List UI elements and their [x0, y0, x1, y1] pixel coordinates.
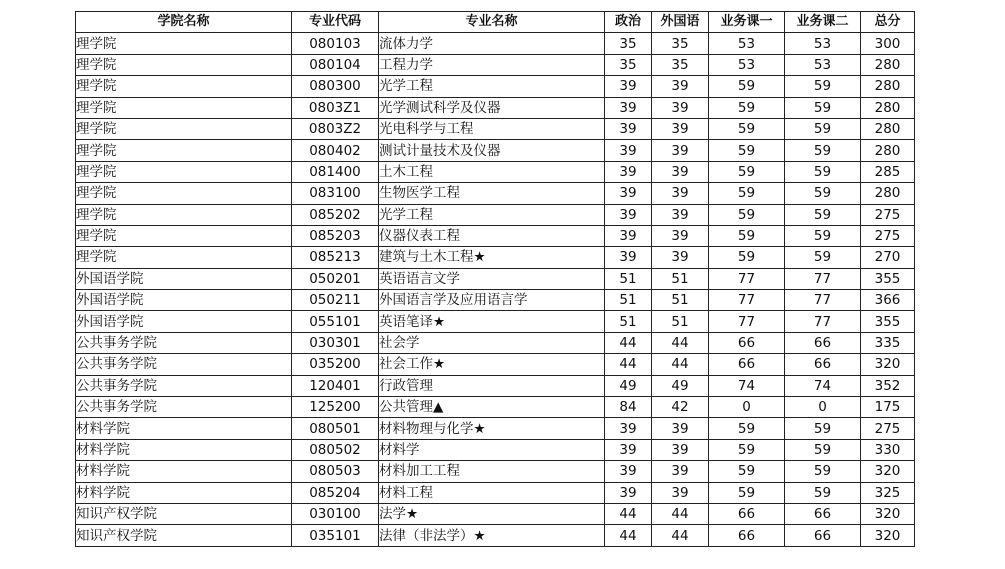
cell-total: 275	[861, 225, 915, 246]
cell-major: 材料工程	[379, 482, 605, 503]
cell-school: 理学院	[76, 118, 292, 139]
cell-politics: 39	[605, 76, 652, 97]
cell-code: 035200	[292, 354, 379, 375]
cell-total: 330	[861, 439, 915, 460]
cell-course-one: 59	[709, 418, 785, 439]
cell-code: 085203	[292, 225, 379, 246]
cell-course-two: 53	[785, 33, 861, 54]
cell-school: 理学院	[76, 33, 292, 54]
cell-major: 英语笔译★	[379, 311, 605, 332]
cell-school: 理学院	[76, 247, 292, 268]
cell-politics: 44	[605, 525, 652, 546]
cell-code: 0803Z2	[292, 118, 379, 139]
table-row	[76, 439, 915, 460]
table-header	[76, 12, 915, 33]
cell-total: 300	[861, 33, 915, 54]
cell-major: 仪器仪表工程	[379, 225, 605, 246]
cell-major: 英语语言文学	[379, 268, 605, 289]
cell-total: 175	[861, 397, 915, 418]
cell-course-one: 59	[709, 140, 785, 161]
cell-course-one: 59	[709, 225, 785, 246]
cell-foreign-language: 39	[652, 225, 709, 246]
cell-course-two: 59	[785, 439, 861, 460]
table-row	[76, 76, 915, 97]
cell-course-two: 59	[785, 140, 861, 161]
cell-course-one: 59	[709, 461, 785, 482]
table-row	[76, 97, 915, 118]
cell-school: 公共事务学院	[76, 375, 292, 396]
cell-politics: 51	[605, 311, 652, 332]
table-row	[76, 461, 915, 482]
cell-major: 土木工程	[379, 161, 605, 182]
cell-politics: 39	[605, 225, 652, 246]
cell-foreign-language: 51	[652, 311, 709, 332]
cell-course-one: 74	[709, 375, 785, 396]
cell-politics: 39	[605, 482, 652, 503]
cell-course-two: 59	[785, 204, 861, 225]
cell-course-one: 59	[709, 247, 785, 268]
cell-politics: 44	[605, 332, 652, 353]
header-code: 专业代码	[292, 12, 379, 33]
header-politics: 政治	[605, 12, 652, 33]
cell-total: 285	[861, 161, 915, 182]
cell-school: 理学院	[76, 225, 292, 246]
cell-foreign-language: 35	[652, 33, 709, 54]
cell-course-one: 53	[709, 54, 785, 75]
cell-total: 275	[861, 418, 915, 439]
cell-course-two: 0	[785, 397, 861, 418]
cell-total: 320	[861, 525, 915, 546]
cell-total: 280	[861, 140, 915, 161]
cell-school: 理学院	[76, 183, 292, 204]
cell-school: 材料学院	[76, 461, 292, 482]
cell-code: 083100	[292, 183, 379, 204]
cell-total: 320	[861, 354, 915, 375]
cell-school: 材料学院	[76, 482, 292, 503]
table-row	[76, 525, 915, 546]
cell-foreign-language: 39	[652, 461, 709, 482]
cell-course-two: 66	[785, 525, 861, 546]
cell-course-two: 66	[785, 503, 861, 524]
cell-code: 085213	[292, 247, 379, 268]
table-row	[76, 204, 915, 225]
cell-course-two: 77	[785, 311, 861, 332]
cell-major: 工程力学	[379, 54, 605, 75]
cell-foreign-language: 39	[652, 76, 709, 97]
cell-politics: 39	[605, 97, 652, 118]
table-row	[76, 33, 915, 54]
cell-foreign-language: 49	[652, 375, 709, 396]
cell-total: 275	[861, 204, 915, 225]
table-row	[76, 311, 915, 332]
cell-course-one: 66	[709, 525, 785, 546]
cell-politics: 51	[605, 290, 652, 311]
cell-course-two: 59	[785, 76, 861, 97]
cell-code: 050211	[292, 290, 379, 311]
cell-course-two: 74	[785, 375, 861, 396]
cell-course-one: 66	[709, 354, 785, 375]
cell-code: 080103	[292, 33, 379, 54]
cell-code: 030100	[292, 503, 379, 524]
cell-code: 081400	[292, 161, 379, 182]
cell-total: 280	[861, 183, 915, 204]
cell-politics: 39	[605, 161, 652, 182]
header-foreign-language: 外国语	[652, 12, 709, 33]
cell-total: 366	[861, 290, 915, 311]
table-row	[76, 54, 915, 75]
cell-foreign-language: 44	[652, 525, 709, 546]
cell-major: 法律（非法学）★	[379, 525, 605, 546]
cell-school: 外国语学院	[76, 268, 292, 289]
table-row	[76, 268, 915, 289]
cell-major: 材料学	[379, 439, 605, 460]
cell-course-two: 53	[785, 54, 861, 75]
cell-politics: 44	[605, 503, 652, 524]
cell-total: 320	[861, 461, 915, 482]
cell-major: 材料物理与化学★	[379, 418, 605, 439]
cell-course-two: 59	[785, 418, 861, 439]
cell-total: 355	[861, 311, 915, 332]
cell-foreign-language: 39	[652, 161, 709, 182]
cell-total: 280	[861, 118, 915, 139]
cell-foreign-language: 39	[652, 183, 709, 204]
cell-major: 行政管理	[379, 375, 605, 396]
table-row	[76, 161, 915, 182]
cell-foreign-language: 39	[652, 204, 709, 225]
table-row	[76, 354, 915, 375]
cell-foreign-language: 39	[652, 247, 709, 268]
cell-school: 外国语学院	[76, 290, 292, 311]
cell-school: 公共事务学院	[76, 397, 292, 418]
cell-politics: 39	[605, 204, 652, 225]
cell-total: 270	[861, 247, 915, 268]
cell-major: 建筑与土木工程★	[379, 247, 605, 268]
cell-politics: 39	[605, 461, 652, 482]
cell-politics: 39	[605, 247, 652, 268]
cell-course-one: 59	[709, 97, 785, 118]
header-school: 学院名称	[76, 12, 292, 33]
table-row	[76, 225, 915, 246]
cell-total: 335	[861, 332, 915, 353]
cell-course-one: 59	[709, 161, 785, 182]
cell-school: 公共事务学院	[76, 332, 292, 353]
cell-major: 材料加工工程	[379, 461, 605, 482]
header-course-one: 业务课一	[709, 12, 785, 33]
cell-foreign-language: 39	[652, 482, 709, 503]
cell-code: 080300	[292, 76, 379, 97]
cell-course-one: 77	[709, 311, 785, 332]
cell-major: 测试计量技术及仪器	[379, 140, 605, 161]
table-body	[76, 33, 915, 546]
cell-school: 公共事务学院	[76, 354, 292, 375]
cell-code: 050201	[292, 268, 379, 289]
cell-foreign-language: 39	[652, 418, 709, 439]
cell-school: 理学院	[76, 76, 292, 97]
cell-course-two: 59	[785, 461, 861, 482]
cell-major: 法学★	[379, 503, 605, 524]
cell-course-two: 66	[785, 354, 861, 375]
cell-major: 光学测试科学及仪器	[379, 97, 605, 118]
cell-total: 320	[861, 503, 915, 524]
cell-major: 生物医学工程	[379, 183, 605, 204]
cell-foreign-language: 39	[652, 97, 709, 118]
cell-code: 080503	[292, 461, 379, 482]
table-row	[76, 482, 915, 503]
cell-school: 理学院	[76, 97, 292, 118]
cell-politics: 84	[605, 397, 652, 418]
cell-course-one: 66	[709, 503, 785, 524]
cell-school: 材料学院	[76, 418, 292, 439]
cell-major: 外国语言学及应用语言学	[379, 290, 605, 311]
cell-major: 光学工程	[379, 76, 605, 97]
cell-course-two: 59	[785, 118, 861, 139]
cell-course-one: 0	[709, 397, 785, 418]
cell-course-one: 59	[709, 204, 785, 225]
cell-politics: 39	[605, 140, 652, 161]
cell-foreign-language: 42	[652, 397, 709, 418]
table-row	[76, 375, 915, 396]
cell-total: 280	[861, 76, 915, 97]
cell-course-one: 59	[709, 482, 785, 503]
score-table	[75, 11, 915, 547]
header-course-two: 业务课二	[785, 12, 861, 33]
cell-course-one: 59	[709, 183, 785, 204]
cell-course-one: 66	[709, 332, 785, 353]
table-row	[76, 332, 915, 353]
cell-politics: 39	[605, 439, 652, 460]
cell-foreign-language: 44	[652, 354, 709, 375]
cell-politics: 39	[605, 183, 652, 204]
cell-politics: 35	[605, 33, 652, 54]
cell-politics: 35	[605, 54, 652, 75]
cell-school: 材料学院	[76, 439, 292, 460]
cell-course-one: 77	[709, 290, 785, 311]
header-total: 总分	[861, 12, 915, 33]
cell-course-one: 53	[709, 33, 785, 54]
cell-school: 知识产权学院	[76, 525, 292, 546]
cell-major: 社会工作★	[379, 354, 605, 375]
cell-total: 355	[861, 268, 915, 289]
cell-code: 080502	[292, 439, 379, 460]
cell-course-two: 66	[785, 332, 861, 353]
cell-total: 280	[861, 97, 915, 118]
cell-politics: 49	[605, 375, 652, 396]
cell-politics: 39	[605, 418, 652, 439]
cell-course-two: 77	[785, 268, 861, 289]
cell-major: 社会学	[379, 332, 605, 353]
cell-code: 055101	[292, 311, 379, 332]
cell-code: 085204	[292, 482, 379, 503]
cell-foreign-language: 39	[652, 140, 709, 161]
table-row	[76, 418, 915, 439]
table-row	[76, 118, 915, 139]
table-row	[76, 183, 915, 204]
cell-foreign-language: 44	[652, 503, 709, 524]
cell-school: 知识产权学院	[76, 503, 292, 524]
cell-code: 120401	[292, 375, 379, 396]
table-row	[76, 290, 915, 311]
cell-foreign-language: 35	[652, 54, 709, 75]
header-row	[76, 12, 915, 33]
cell-code: 0803Z1	[292, 97, 379, 118]
cell-major: 光学工程	[379, 204, 605, 225]
cell-code: 080402	[292, 140, 379, 161]
cell-major: 光电科学与工程	[379, 118, 605, 139]
cell-school: 理学院	[76, 204, 292, 225]
cell-course-two: 59	[785, 97, 861, 118]
cell-course-two: 59	[785, 225, 861, 246]
cell-course-one: 59	[709, 439, 785, 460]
table-row	[76, 247, 915, 268]
table-row	[76, 140, 915, 161]
cell-school: 外国语学院	[76, 311, 292, 332]
cell-course-two: 59	[785, 482, 861, 503]
cell-course-two: 59	[785, 161, 861, 182]
header-major: 专业名称	[379, 12, 605, 33]
cell-course-one: 59	[709, 76, 785, 97]
cell-course-two: 59	[785, 183, 861, 204]
table-row	[76, 503, 915, 524]
cell-foreign-language: 39	[652, 439, 709, 460]
cell-foreign-language: 44	[652, 332, 709, 353]
cell-foreign-language: 39	[652, 118, 709, 139]
cell-course-one: 77	[709, 268, 785, 289]
cell-foreign-language: 51	[652, 268, 709, 289]
cell-total: 325	[861, 482, 915, 503]
cell-school: 理学院	[76, 140, 292, 161]
cell-school: 理学院	[76, 161, 292, 182]
cell-code: 035101	[292, 525, 379, 546]
cell-code: 030301	[292, 332, 379, 353]
cell-total: 352	[861, 375, 915, 396]
cell-politics: 51	[605, 268, 652, 289]
cell-course-one: 59	[709, 118, 785, 139]
cell-course-two: 77	[785, 290, 861, 311]
cell-foreign-language: 51	[652, 290, 709, 311]
cell-code: 085202	[292, 204, 379, 225]
cell-major: 公共管理▲	[379, 397, 605, 418]
cell-school: 理学院	[76, 54, 292, 75]
table-row	[76, 397, 915, 418]
cell-code: 080501	[292, 418, 379, 439]
cell-politics: 39	[605, 118, 652, 139]
cell-major: 流体力学	[379, 33, 605, 54]
cell-code: 125200	[292, 397, 379, 418]
cell-politics: 44	[605, 354, 652, 375]
cell-code: 080104	[292, 54, 379, 75]
cell-total: 280	[861, 54, 915, 75]
cell-course-two: 59	[785, 247, 861, 268]
